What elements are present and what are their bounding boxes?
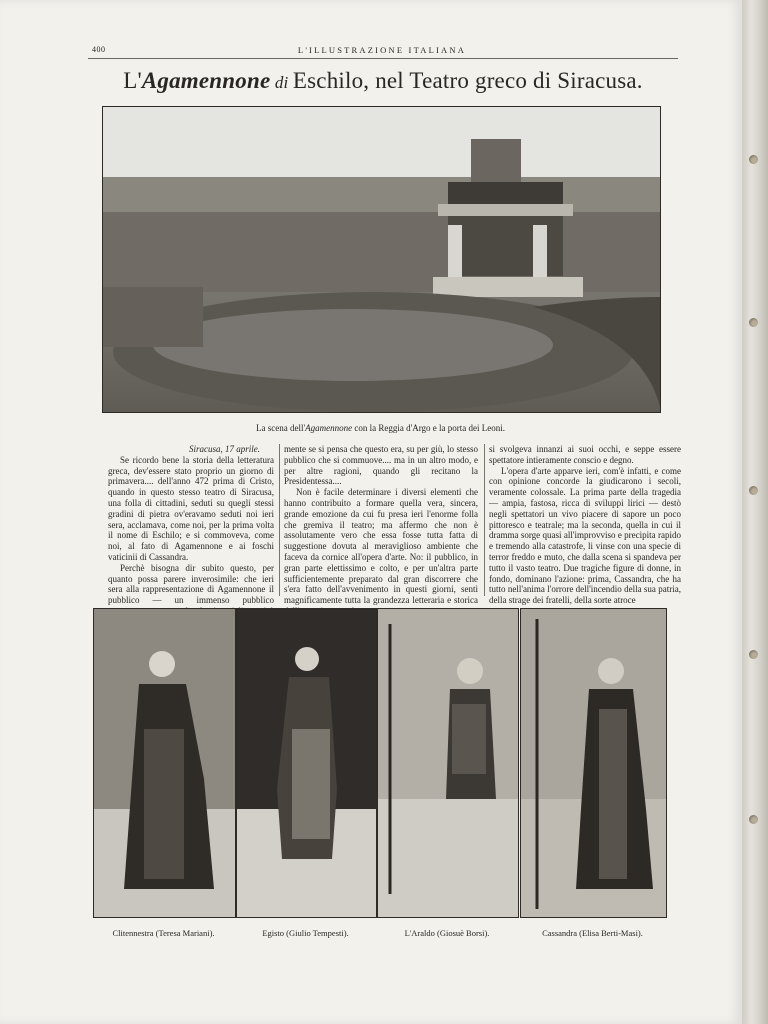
robe-panel (599, 709, 627, 879)
portrait-araldo (377, 608, 519, 918)
portrait-clitennestra (93, 608, 236, 918)
figure-illustration (94, 609, 235, 917)
article-column-2 (284, 444, 478, 617)
title-part: di (270, 73, 293, 92)
portrait-caption: Cassandra (Elisa Berti-Masi). (542, 928, 643, 938)
column-separator (484, 444, 485, 596)
portrait-caption: Egisto (Giulio Tempesti). (262, 928, 349, 938)
article-title (88, 68, 678, 94)
page-number: 400 (92, 45, 106, 54)
binding-hole (749, 155, 758, 164)
title-part: Eschilo, nel Teatro greco di Siracusa. (292, 68, 643, 93)
running-head: L'ILLUSTRAZIONE ITALIANA (297, 45, 467, 55)
portrait-caption: L'Araldo (Giosuè Borsi). (404, 928, 490, 938)
portrait-cassandra (520, 608, 667, 918)
header-rule (88, 58, 678, 59)
scene-column (533, 225, 547, 280)
title-part: L' (123, 68, 142, 93)
scene-tower (471, 139, 521, 189)
robe-panel (144, 729, 184, 879)
theatre-illustration (103, 107, 660, 412)
ground (378, 799, 518, 917)
dateline: Siracusa, 17 aprile. (189, 444, 260, 454)
binding-strip (742, 0, 768, 1024)
theatre-photo (102, 106, 661, 413)
column-separator (279, 444, 280, 596)
tunic-stripes (292, 729, 330, 839)
scene-roof (448, 182, 563, 204)
figure-illustration (378, 609, 518, 917)
figure-illustration (521, 609, 666, 917)
sky (103, 107, 660, 177)
horizon-land (103, 177, 660, 217)
paragraph: Non è facile determinare i diversi elementi che hanno contribuito a formare quella vera, sincera, grande emozione da cui fu presa ieri l'enorme folla che gremiva il teatro; ma affermo che non è assolutamente vero che essa fosse tutta fatta di suggestione dovuta al meraviglioso ambiente che faceva da cornice all'opera d'arte. No: il pubblico, in gran parte elettissimo e colto, e per un'altra parte sufficientemente preparato dal gran discorrere che s'era fatto dell'avvenimento in questi giorni, sentì magnificamente tutta la grandezza letteraria e storica (284, 487, 478, 606)
paragraph: Se ricordo bene la storia della letteratura greca, dev'essere stato proprio un giorno di primavera.... dell'anno 472 prima di Cristo, quando in questo stesso teatro di Siracusa, una folla di cittadini, seduti su quegli stessi gradini di pietra ov'eravamo seduti noi ieri sera, acclamava, come noi, per la prima volta il nome di Eschilo; e si commoveva, come noi, al fato di Agamennone e ai foschi vaticinii di Cassandra. (108, 454, 274, 562)
head (598, 658, 624, 684)
scene-column (448, 225, 462, 280)
scene-steps (433, 277, 583, 297)
caption-work: Agamennone (305, 423, 353, 433)
article-column-3 (489, 444, 681, 606)
tunic (452, 704, 486, 774)
caption-text: La scena dell' (255, 423, 306, 433)
figure-illustration (237, 609, 376, 917)
scene-cornice (438, 204, 573, 216)
portrait-caption: Clitennestra (Teresa Mariani). (112, 928, 215, 938)
paragraph: si svolgeva innanzi ai suoi occhi, e seppe essere spettatore intieramente conscio e degno. (489, 444, 681, 465)
head (149, 651, 175, 677)
paragraph: mente se si pensa che questo era, su per giù, lo stesso pubblico che si commuove.... ma in un altro modo, e per altre ragioni, quando gli recitano la Presidentessa.... (284, 444, 478, 487)
portrait-egisto (236, 608, 377, 918)
binding-hole (749, 815, 758, 824)
orchestra-floor (153, 309, 553, 381)
main-photo-caption (102, 423, 659, 433)
paragraph: Perchè bisogna dir subito questo, per quanto possa parere inverosimile: che ieri sera alla rappresentazione di Agamennone il pubblico — un immenso pubblico (108, 562, 274, 606)
head (457, 658, 483, 684)
caption-text: con la Reggia d'Argo e la porta dei Leoni. (352, 423, 506, 433)
paragraph: L'opera d'arte apparve ieri, com'è infatti, e come con opinione concorde la giudicarono i secoli, veramente colossale. La prima parte della tragedia — ampia, fastosa, ricca di sviluppi lirici — destò negli spettatori un vivo piacere di sapore un poco pittoresco e teatrale; ma la seconda, quella in cui il dramma sorge quasi all'improvviso e precipita rapido e tremendo alla catastrofe, li vinse con una specie di terror freddo e muto, che dalla scena si spandeva per tutto il vasto teatro. Due tragiche figure di donne, in fondo, dominano l'azione: prima, Cassandra, che ha tutto nell'anima l'orrore dell'incendio della sua patria, della strage dei fratelli, della sorte atroce (489, 465, 681, 606)
ruins (103, 287, 203, 347)
head (295, 647, 319, 671)
binding-hole (749, 318, 758, 327)
binding-hole (749, 486, 758, 495)
binding-hole (749, 650, 758, 659)
title-work: Agamennone (141, 68, 271, 93)
